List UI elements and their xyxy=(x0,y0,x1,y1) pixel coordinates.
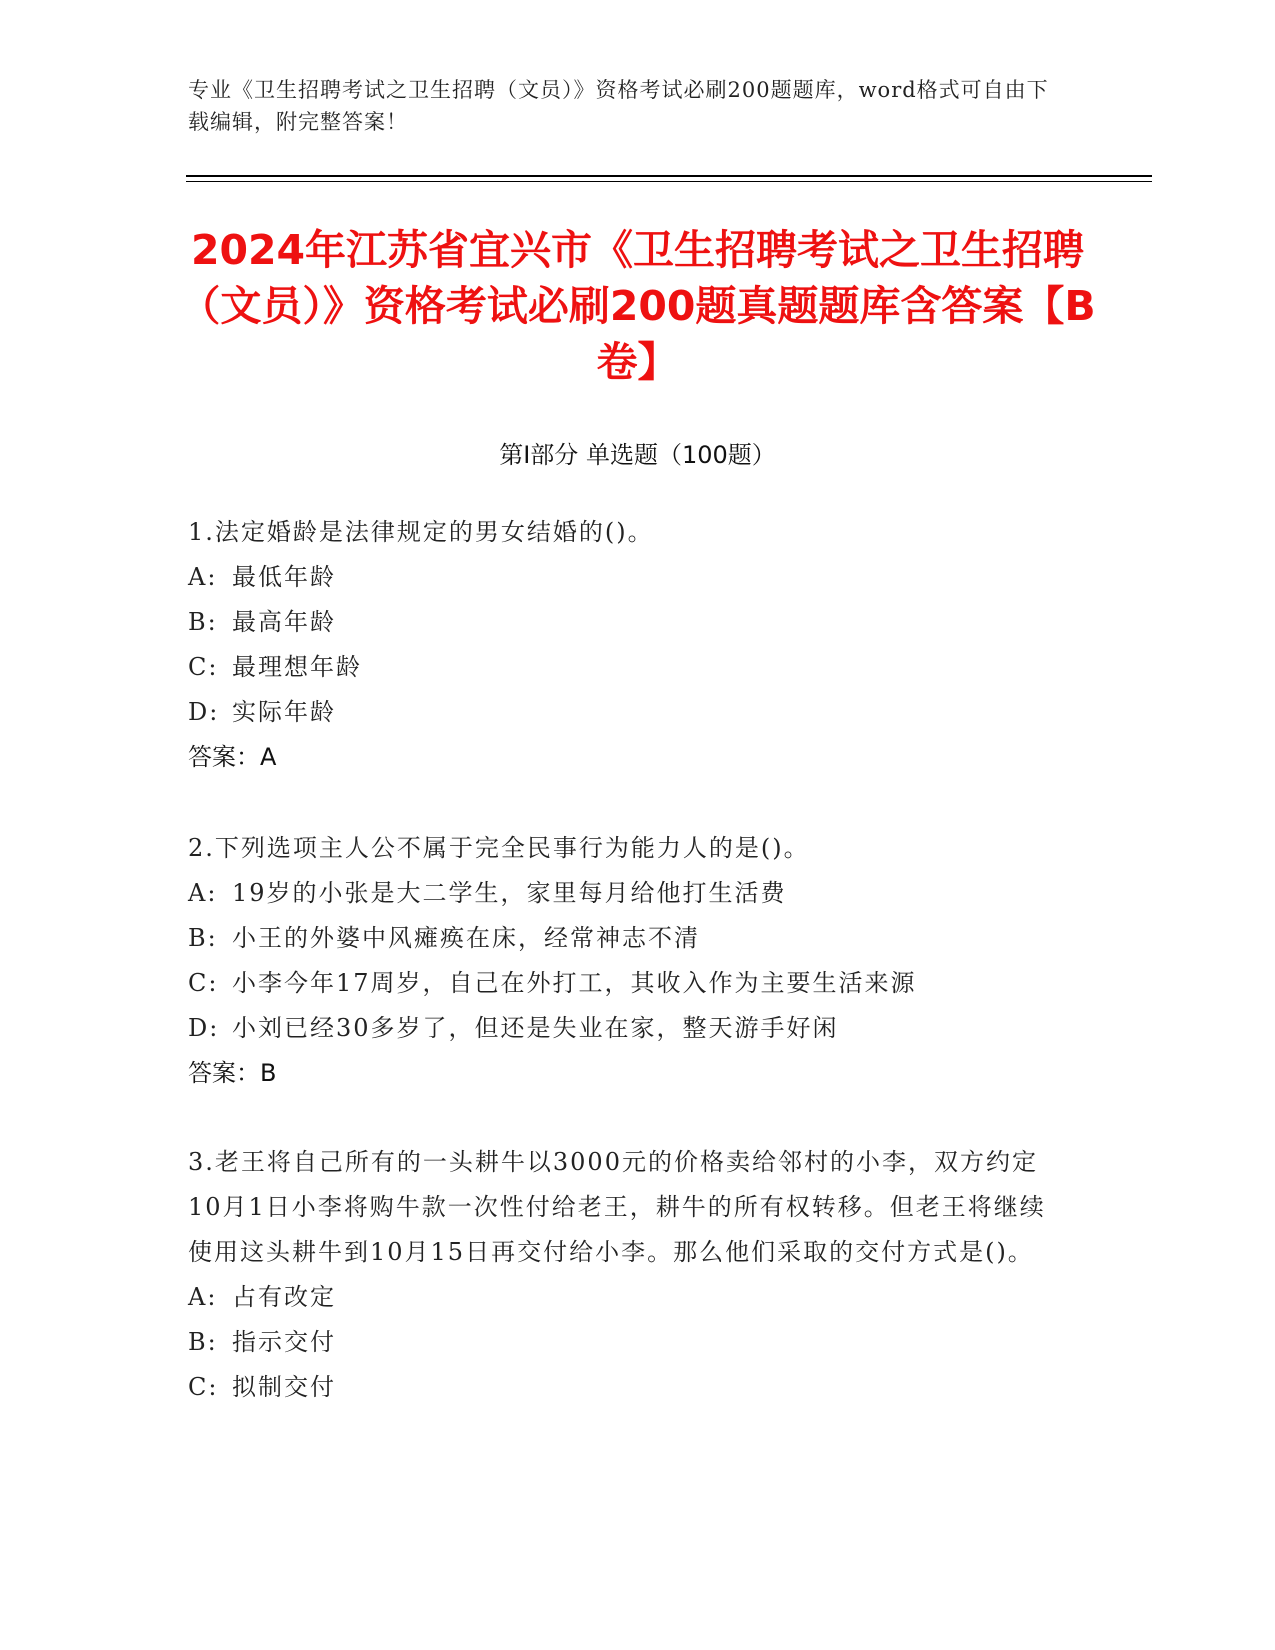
option-text: 指示交付 xyxy=(232,1328,336,1356)
option-b xyxy=(188,600,1088,645)
section-heading: 第I部分 单选题（100题） xyxy=(499,441,776,469)
header-divider-thick xyxy=(186,175,1152,177)
option-text: 最低年龄 xyxy=(232,563,336,591)
answer-line: 答案：B xyxy=(188,1059,277,1087)
option-text: 实际年龄 xyxy=(232,698,336,726)
option-a xyxy=(188,1275,1068,1320)
question-stem: 1.法定婚龄是法律规定的男女结婚的()。 xyxy=(188,518,654,546)
question-stem: 3.老王将自己所有的一头耕牛以3000元的价格卖给邻村的小李，双方约定10月1日小李将购牛款一次性付给老王，耕牛的所有权转移。但老王将继续使用这头耕牛到10月15日再交付给小李。那么他们采取的交付方式是()。 xyxy=(188,1148,1046,1266)
option-text: 占有改定 xyxy=(232,1283,336,1311)
option-letter: B: xyxy=(188,924,218,952)
option-c xyxy=(188,1365,1068,1410)
option-a xyxy=(188,555,1088,600)
option-letter: C: xyxy=(188,653,219,681)
option-a xyxy=(188,871,1088,916)
option-letter: A: xyxy=(188,1283,218,1311)
option-b xyxy=(188,1320,1068,1365)
option-text: 最理想年龄 xyxy=(232,653,362,681)
option-letter: A: xyxy=(188,563,218,591)
question-1 xyxy=(188,510,1088,780)
option-b xyxy=(188,916,1088,961)
option-letter: B: xyxy=(188,608,218,636)
option-text: 小王的外婆中风瘫痪在床，经常神志不清 xyxy=(232,924,700,952)
question-stem: 2.下列选项主人公不属于完全民事行为能力人的是()。 xyxy=(188,834,810,862)
option-d xyxy=(188,690,1088,735)
option-letter: C: xyxy=(188,1373,219,1401)
option-letter: D: xyxy=(188,698,220,726)
option-letter: D: xyxy=(188,1014,220,1042)
option-d xyxy=(188,1006,1088,1051)
option-c xyxy=(188,645,1088,690)
document-title: 2024年江苏省宜兴市《卫生招聘考试之卫生招聘（文员）》资格考试必刷200题真题题库含答案【B卷】 xyxy=(179,226,1096,386)
header-note: 专业《卫生招聘考试之卫生招聘（文员）》资格考试必刷200题题库，word格式可自由下载编辑，附完整答案！ xyxy=(188,78,1049,134)
answer-line: 答案：A xyxy=(188,743,277,771)
option-text: 最高年龄 xyxy=(232,608,336,636)
option-letter: C: xyxy=(188,969,219,997)
option-letter: A: xyxy=(188,879,218,907)
option-text: 19岁的小张是大二学生，家里每月给他打生活费 xyxy=(232,879,787,907)
option-c xyxy=(188,961,1088,1006)
header-divider-thin xyxy=(186,181,1152,182)
option-text: 小李今年17周岁，自己在外打工，其收入作为主要生活来源 xyxy=(232,969,917,997)
option-text: 拟制交付 xyxy=(232,1373,336,1401)
option-text: 小刘已经30多岁了，但还是失业在家，整天游手好闲 xyxy=(232,1014,839,1042)
question-3 xyxy=(188,1140,1068,1410)
option-letter: B: xyxy=(188,1328,218,1356)
question-2 xyxy=(188,826,1088,1096)
